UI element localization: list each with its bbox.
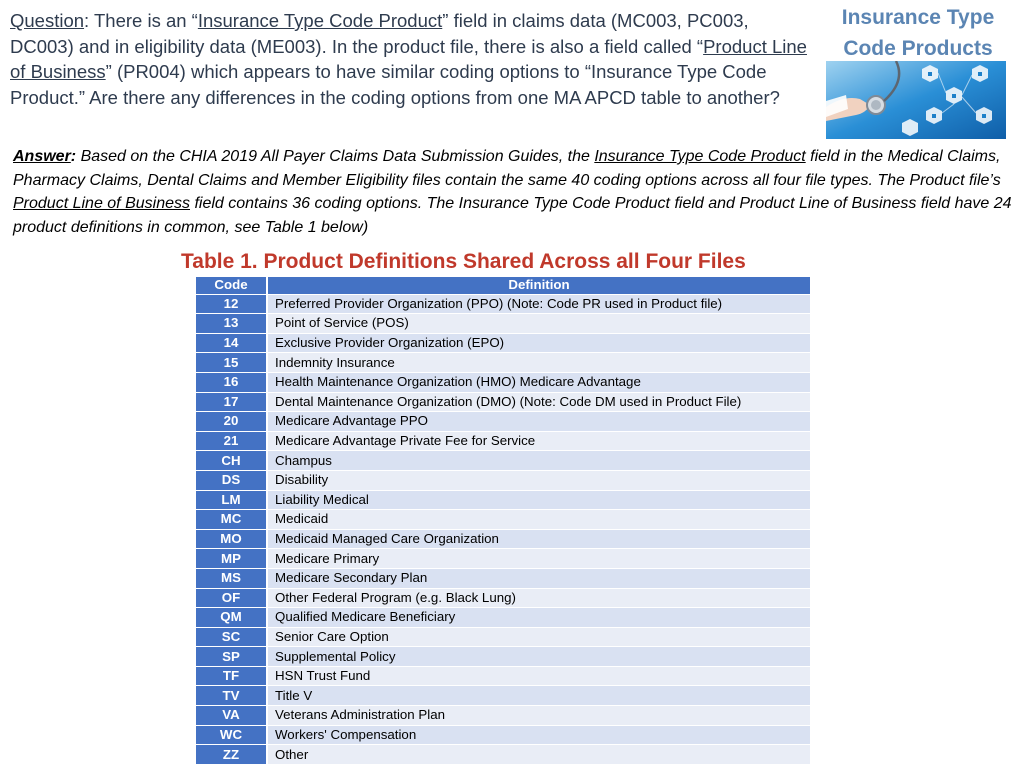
table-title: Table 1. Product Definitions Shared Across all Four Files [181,250,746,273]
insurance-type-code-product-link[interactable]: Insurance Type Code Product [197,10,443,31]
definition-cell: Qualified Medicare Beneficiary [268,608,810,628]
table-row [196,569,810,589]
definition-cell: Veterans Administration Plan [268,706,810,726]
question-part-1: : There is an “ [84,10,198,31]
question-part-3: ” (PR004) which appears to have similar coding options to “Insurance Type Code Product.” Are there any differences in the coding options from one MA APCD table to another? [10,61,780,108]
table-row [196,491,810,511]
code-cell: ZZ [196,745,268,765]
code-column-header: Code [196,277,268,295]
code-cell: SC [196,628,268,648]
answer-product-line-of-business-link[interactable]: Product Line of Business [13,195,190,212]
code-cell: TF [196,667,268,687]
product-line-of-business-link[interactable]: Product Line of Business [10,35,807,83]
code-cell: OF [196,589,268,609]
answer-part-1: Based on the CHIA 2019 All Payer Claims Data Submission Guides, the [76,148,595,165]
table-row [196,549,810,569]
table-row [196,647,810,667]
code-cell: 15 [196,353,268,373]
table-row [196,726,810,746]
table-row [196,393,810,413]
table-row [196,706,810,726]
definition-cell: Senior Care Option [268,628,810,648]
table-row [196,451,810,471]
code-cell: VA [196,706,268,726]
table-row [196,334,810,354]
code-cell: 13 [196,314,268,334]
medical-illustration-icon [826,61,1006,139]
code-cell: 17 [196,393,268,413]
code-cell: LM [196,491,268,511]
table-row [196,353,810,373]
table-row [196,686,810,706]
question-text [10,8,810,110]
code-cell: DS [196,471,268,491]
definition-cell: Health Maintenance Organization (HMO) Medicare Advantage [268,373,810,393]
answer-label: Answer [13,148,71,165]
question-part-2: ” field in claims data (MC003, PC003, DC003) and in eligibility data (ME003). In the product file, there is also a field called “ [10,10,749,57]
code-cell: TV [196,686,268,706]
code-cell: 16 [196,373,268,393]
definition-cell: Medicare Primary [268,549,810,569]
answer-part-2: field in the Medical Claims, Pharmacy Claims, Dental Claims and Member Eligibility files contain the same 40 coding options across all four file types. The Product file’s [13,148,1001,189]
code-cell: SP [196,647,268,667]
definition-cell: Dental Maintenance Organization (DMO) (Note: Code DM used in Product File) [268,393,810,413]
code-cell: 21 [196,432,268,452]
table-row [196,510,810,530]
corner-title-line-1: Insurance Type [841,6,995,29]
table-row [196,314,810,334]
table-row [196,745,810,765]
table-row [196,608,810,628]
definition-cell: Supplemental Policy [268,647,810,667]
table-row [196,373,810,393]
definition-cell: Point of Service (POS) [268,314,810,334]
definition-cell: Medicare Secondary Plan [268,569,810,589]
table-row [196,530,810,550]
table-row [196,412,810,432]
answer-text [13,145,1013,239]
table-row [196,628,810,648]
definition-cell: Medicare Advantage PPO [268,412,810,432]
definition-cell: Medicaid Managed Care Organization [268,530,810,550]
table-header-row [196,277,810,295]
code-cell: 20 [196,412,268,432]
definition-cell: Disability [268,471,810,491]
definition-cell: Exclusive Provider Organization (EPO) [268,334,810,354]
answer-insurance-type-code-product-link[interactable]: Insurance Type Code Product [594,148,806,165]
product-definitions-table [196,277,810,765]
table-row [196,589,810,609]
table-row [196,432,810,452]
code-cell: MO [196,530,268,550]
table-row [196,667,810,687]
table-row [196,295,810,315]
code-cell: QM [196,608,268,628]
answer-part-3: field contains 36 coding options. The Insurance Type Code Product field and Product Line of Business field have 24 product definitions in common, see Table 1 below) [13,195,1012,236]
definition-cell: Other [268,745,810,765]
definition-cell: Medicaid [268,510,810,530]
code-cell: MS [196,569,268,589]
corner-title-line-2: Code Products [843,37,993,60]
code-cell: MP [196,549,268,569]
definition-cell: Indemnity Insurance [268,353,810,373]
definition-cell: Other Federal Program (e.g. Black Lung) [268,589,810,609]
corner-title [820,2,1016,64]
code-cell: MC [196,510,268,530]
question-label: Question [10,10,85,31]
code-cell: CH [196,451,268,471]
code-cell: WC [196,726,268,746]
definition-cell: Medicare Advantage Private Fee for Service [268,432,810,452]
stethoscope-medical-icons-image [826,61,1006,139]
definition-cell: HSN Trust Fund [268,667,810,687]
definition-cell: Champus [268,451,810,471]
definition-column-header: Definition [268,277,810,295]
definition-cell: Liability Medical [268,491,810,511]
table-row [196,471,810,491]
code-cell: 12 [196,295,268,315]
answer-colon: : [70,148,77,165]
definition-cell: Workers' Compensation [268,726,810,746]
code-cell: 14 [196,334,268,354]
definition-cell: Title V [268,686,810,706]
definition-cell: Preferred Provider Organization (PPO) (Note: Code PR used in Product file) [268,295,810,315]
